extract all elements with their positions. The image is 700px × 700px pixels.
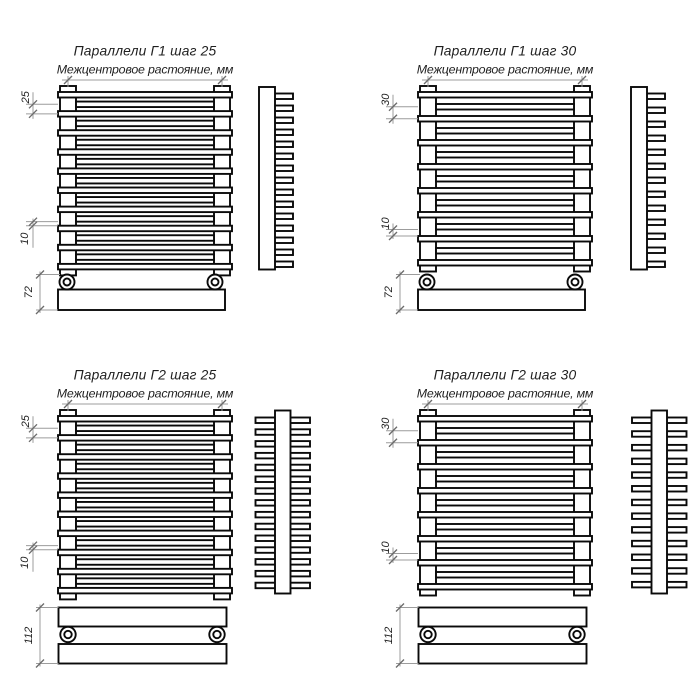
side-tab <box>646 122 665 128</box>
depth-dimension <box>23 271 60 315</box>
rung-back-row <box>436 548 574 554</box>
side-profile-view <box>256 411 311 594</box>
rung-back-row <box>436 452 574 458</box>
side-tab-left <box>256 477 277 483</box>
rung-front-row <box>418 512 592 518</box>
rung-front-row <box>58 130 232 136</box>
side-tab-right <box>666 568 687 574</box>
rung-front-row <box>58 416 232 422</box>
rung-back-row <box>76 502 214 508</box>
rung-back-row <box>76 559 214 565</box>
side-tab-left <box>256 500 277 506</box>
rung-back-row <box>436 104 574 110</box>
rung-back-row <box>436 152 574 158</box>
rung-back-row <box>76 121 214 127</box>
side-tab-left <box>632 472 653 478</box>
side-tab-right <box>289 583 310 589</box>
side-tab-left <box>256 465 277 471</box>
side-tab-right <box>666 500 687 506</box>
rung-front-row <box>58 569 232 575</box>
side-tab <box>274 106 293 112</box>
side-collector <box>275 411 291 594</box>
side-tab-right <box>289 453 310 459</box>
rung-front-row <box>58 226 232 232</box>
rung-back-row <box>76 216 214 222</box>
rung-front-row <box>58 492 232 498</box>
rung-front-row <box>418 464 592 470</box>
side-tab-left <box>256 571 277 577</box>
side-tab-right <box>289 536 310 542</box>
bottom-section-view <box>58 275 225 311</box>
side-tab <box>646 262 665 268</box>
rung-front-row <box>58 473 232 479</box>
rung-back-row <box>76 235 214 241</box>
step-dimension <box>20 90 58 119</box>
rung-front-row <box>418 536 592 542</box>
rung-front-row <box>418 236 592 242</box>
side-tab-right <box>289 465 310 471</box>
gap-dimension-value: 10 <box>18 232 31 245</box>
rung-back-row <box>436 128 574 134</box>
pipe-inner-circle <box>572 279 579 286</box>
side-tab <box>646 206 665 212</box>
side-tab-right <box>289 429 310 435</box>
center-distance-dimension <box>62 76 228 87</box>
front-view <box>418 410 592 596</box>
side-tab <box>646 164 665 170</box>
rung-back-row <box>76 445 214 451</box>
rung-back-row <box>436 524 574 530</box>
center-distance-label: Межцентровое растояние, мм <box>56 386 234 401</box>
side-tab <box>646 192 665 198</box>
side-tab-right <box>289 524 310 530</box>
bottom-section-view <box>419 608 587 664</box>
rung-front-row <box>58 92 232 98</box>
side-tab <box>274 118 293 124</box>
side-tab-left <box>632 431 653 437</box>
side-tab <box>646 150 665 156</box>
side-tab-right <box>289 559 310 565</box>
center-distance-dimension <box>422 400 588 411</box>
gap-dimension-value: 10 <box>379 541 392 554</box>
depth-dimension-value: 72 <box>382 286 395 299</box>
side-tab-right <box>289 477 310 483</box>
depth-dimension <box>23 604 59 668</box>
side-tab-left <box>632 486 653 492</box>
side-tab-left <box>632 445 653 451</box>
quadrant-g1-step30 <box>380 44 665 314</box>
side-collector <box>631 87 647 270</box>
bottom-section-view <box>418 275 585 311</box>
rung-front-row <box>58 454 232 460</box>
side-tab-right <box>289 512 310 518</box>
depth-dimension-value: 72 <box>22 286 35 299</box>
side-tab <box>646 234 665 240</box>
side-tab-right <box>289 441 310 447</box>
front-view <box>58 86 232 275</box>
side-tab <box>646 94 665 100</box>
step-dimension-value: 25 <box>19 91 32 104</box>
side-tab-left <box>256 559 277 565</box>
quadrant-g1-step25 <box>19 44 293 314</box>
side-profile-view <box>259 87 293 270</box>
gap-dimension-value: 10 <box>18 556 31 569</box>
rung-back-row <box>76 464 214 470</box>
center-distance-label: Межцентровое растояние, мм <box>416 62 594 77</box>
side-tab-left <box>256 536 277 542</box>
rung-front-row <box>58 149 232 155</box>
side-profile-view <box>631 87 665 270</box>
side-tab <box>646 108 665 114</box>
side-tab <box>274 202 293 208</box>
side-tab-left <box>632 527 653 533</box>
right-collector-post <box>574 86 590 272</box>
step-dimension <box>380 93 418 124</box>
depth-dimension <box>383 271 420 315</box>
rung-back-row <box>76 140 214 146</box>
quadrant-g2-step30 <box>380 368 687 668</box>
rung-front-row <box>418 560 592 566</box>
step-dimension-value: 30 <box>379 93 392 106</box>
depth-dimension-value: 112 <box>22 626 35 645</box>
depth-dimension-value: 112 <box>382 626 395 645</box>
step-dimension <box>20 414 58 443</box>
bottom-panel <box>418 290 585 311</box>
depth-dimension <box>383 604 419 668</box>
front-view <box>418 86 592 272</box>
center-distance-dimension <box>62 400 228 411</box>
side-tab-left <box>256 488 277 494</box>
side-collector <box>652 411 668 594</box>
rung-back-row <box>76 578 214 584</box>
rung-front-row <box>58 264 232 270</box>
rung-back-row <box>76 197 214 203</box>
side-tab <box>274 190 293 196</box>
right-collector-post <box>574 410 590 596</box>
side-tab-left <box>632 513 653 519</box>
pipe-inner-circle <box>64 631 71 638</box>
bottom-section-view <box>59 608 227 664</box>
side-tab-right <box>666 513 687 519</box>
side-tab <box>274 94 293 100</box>
side-tab-left <box>256 418 277 424</box>
pipe-inner-circle <box>213 631 220 638</box>
pipe-inner-circle <box>424 631 431 638</box>
rung-front-row <box>418 188 592 194</box>
rung-back-row <box>436 224 574 230</box>
side-tab <box>274 214 293 220</box>
side-tab-right <box>289 500 310 506</box>
rung-back-row <box>76 521 214 527</box>
side-tab-left <box>632 541 653 547</box>
center-distance-dimension <box>422 76 588 87</box>
side-tab <box>274 226 293 232</box>
side-tab-right <box>666 486 687 492</box>
side-tab-left <box>256 524 277 530</box>
side-tab-left <box>632 418 653 424</box>
rung-front-row <box>58 207 232 213</box>
side-tab <box>274 178 293 184</box>
side-tab <box>274 238 293 244</box>
quadrant-title: Параллели Г2 шаг 25 <box>73 367 217 383</box>
rung-back-row <box>436 572 574 578</box>
rung-front-row <box>418 488 592 494</box>
step-dimension-value: 30 <box>379 417 392 430</box>
bottom-panel-front <box>419 608 587 627</box>
side-tab <box>274 142 293 148</box>
rung-back-row <box>76 254 214 260</box>
side-tab-left <box>256 512 277 518</box>
side-tab-right <box>666 431 687 437</box>
side-tab-left <box>256 583 277 589</box>
side-tab-left <box>256 453 277 459</box>
side-tab <box>646 136 665 142</box>
side-tab-right <box>666 582 687 588</box>
side-collector <box>259 87 275 270</box>
side-tab <box>646 248 665 254</box>
quadrant-title: Параллели Г1 шаг 25 <box>73 43 217 59</box>
left-collector-post <box>420 410 436 596</box>
bottom-panel-front <box>59 608 227 627</box>
pipe-inner-circle <box>424 279 431 286</box>
bottom-panel-back <box>419 644 587 664</box>
side-profile-view <box>632 411 687 594</box>
rung-back-row <box>436 476 574 482</box>
side-tab-left <box>256 547 277 553</box>
quadrant-title: Параллели Г1 шаг 30 <box>433 43 577 59</box>
rung-front-row <box>418 140 592 146</box>
side-tab-right <box>666 527 687 533</box>
quadrant-title: Параллели Г2 шаг 30 <box>433 367 577 383</box>
side-tab-right <box>289 571 310 577</box>
side-tab <box>274 262 293 268</box>
front-view <box>58 410 232 599</box>
rung-front-row <box>58 435 232 441</box>
rung-back-row <box>436 428 574 434</box>
rung-front-row <box>58 550 232 556</box>
center-distance-label: Межцентровое растояние, мм <box>416 386 594 401</box>
rung-front-row <box>58 111 232 117</box>
side-tab-right <box>666 472 687 478</box>
rung-back-row <box>76 159 214 165</box>
side-tab-left <box>632 568 653 574</box>
side-tab-right <box>289 418 310 424</box>
rung-back-row <box>436 176 574 182</box>
gap-dimension <box>19 542 58 572</box>
rung-front-row <box>418 92 592 98</box>
side-tab-right <box>666 418 687 424</box>
rung-front-row <box>58 188 232 194</box>
rung-front-row <box>58 512 232 518</box>
side-tab <box>274 154 293 160</box>
side-tab <box>646 178 665 184</box>
rung-front-row <box>418 416 592 422</box>
rung-back-row <box>76 178 214 184</box>
side-tab-right <box>666 555 687 561</box>
rung-front-row <box>418 260 592 266</box>
side-tab-left <box>632 582 653 588</box>
side-tab-right <box>666 541 687 547</box>
rung-front-row <box>58 245 232 251</box>
side-tab <box>274 166 293 172</box>
quadrant-g2-step25 <box>19 368 310 668</box>
side-tab-right <box>666 459 687 465</box>
side-tab-right <box>666 445 687 451</box>
rung-front-row <box>418 584 592 590</box>
rung-back-row <box>76 102 214 108</box>
rung-front-row <box>418 164 592 170</box>
side-tab-left <box>632 555 653 561</box>
bottom-panel <box>58 290 225 311</box>
rung-front-row <box>58 168 232 174</box>
side-tab <box>274 130 293 136</box>
rung-front-row <box>58 531 232 537</box>
rung-front-row <box>58 588 232 594</box>
rung-back-row <box>436 200 574 206</box>
side-tab-left <box>632 459 653 465</box>
gap-dimension <box>380 541 418 564</box>
rung-front-row <box>418 116 592 122</box>
side-tab <box>646 220 665 226</box>
rung-front-row <box>418 440 592 446</box>
rung-front-row <box>418 212 592 218</box>
pipe-inner-circle <box>64 279 71 286</box>
gap-dimension <box>380 217 418 240</box>
step-dimension <box>380 417 418 448</box>
center-distance-label: Межцентровое растояние, мм <box>56 62 234 77</box>
rung-back-row <box>76 426 214 432</box>
pipe-inner-circle <box>212 279 219 286</box>
side-tab-right <box>289 547 310 553</box>
side-tab-right <box>289 488 310 494</box>
left-collector-post <box>420 86 436 272</box>
rung-back-row <box>76 540 214 546</box>
rung-back-row <box>436 248 574 254</box>
side-tab-left <box>256 429 277 435</box>
step-dimension-value: 25 <box>19 415 32 428</box>
gap-dimension <box>19 218 58 248</box>
side-tab-left <box>256 441 277 447</box>
side-tab <box>274 250 293 256</box>
rung-back-row <box>436 500 574 506</box>
side-tab-left <box>632 500 653 506</box>
bottom-panel-back <box>59 644 227 664</box>
pipe-inner-circle <box>573 631 580 638</box>
rung-back-row <box>76 483 214 489</box>
gap-dimension-value: 10 <box>379 217 392 230</box>
